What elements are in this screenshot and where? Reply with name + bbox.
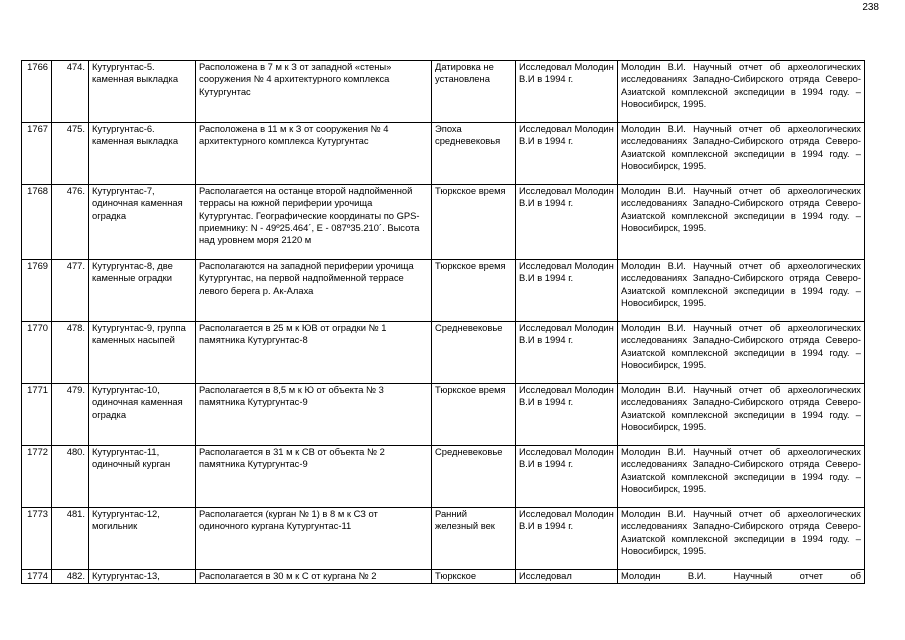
reference-end-text: Новосибирск, 1995. [621,482,707,494]
research-cell: Исследовал Молодин В.И в 1994 г. [516,446,618,508]
site-name-cell: Кутургунтас-7, одиночная каменная оградка [89,185,196,260]
reference-end-text: Новосибирск, 1995. [621,296,707,308]
row-number-cell: 1768 [22,185,52,260]
location-cell: Располагается в 31 м к СВ от объекта № 2 памятника Кутургунтас-9 [196,446,432,508]
table-body [22,61,865,584]
reference-end-text: Новосибирск, 1995. [621,159,707,171]
page-number: 238 [862,2,879,13]
row-number-cell: 1766 [22,61,52,123]
row-number-cell: 1767 [22,123,52,185]
reference-cell [618,123,865,185]
reference-end-text: Новосибирск, 1995. [621,544,707,556]
site-name-cell: Кутургунтас-5. каменная выкладка [89,61,196,123]
reference-end-text: Новосибирск, 1995. [621,358,707,370]
item-index-cell: 475. [52,123,89,185]
research-cell: Исследовал Молодин В.И в 1994 г. [516,508,618,570]
site-name-cell: Кутургунтас-11, одиночный курган [89,446,196,508]
reference-end-text: Новосибирск, 1995. [621,221,707,233]
reference-cell [618,508,865,570]
site-name-cell: Кутургунтас-9, группа каменных насыпей [89,322,196,384]
item-index-cell: 480. [52,446,89,508]
reference-text: Молодин В.И. Научный отчет об археологических исследованиях Западно-Сибирского отряда Северо-Азиатской комплексной экспедиции в 1994 году. – [621,185,861,221]
reference-text: Молодин В.И. Научный отчет об археологических исследованиях Западно-Сибирского отряда Северо-Азиатской комплексной экспедиции в 1994 году. – [621,123,861,159]
dating-cell: Тюркское время [432,185,516,260]
research-cell: Исследовал Молодин В.И в 1994 г. [516,123,618,185]
location-cell: Располагается (курган № 1) в 8 м к СЗ от одиночного кургана Кутургунтас-11 [196,508,432,570]
reference-text: Молодин В.И. Научный отчет об археологических исследованиях Западно-Сибирского отряда Северо-Азиатской комплексной экспедиции в 1994 году. – [621,446,861,482]
research-cell: Исследовал Молодин В.И в 1994 г. [516,260,618,322]
reference-end-text: Новосибирск, 1995. [621,97,707,109]
dating-cell: Эпоха средневековья [432,123,516,185]
item-index-cell: 481. [52,508,89,570]
reference-cell [618,384,865,446]
site-name-cell: Кутургунтас-13, [89,570,196,584]
registry-table [21,60,865,584]
dating-cell: Тюркское время [432,260,516,322]
dating-cell: Тюркское время [432,384,516,446]
dating-cell: Тюркское [432,570,516,584]
research-cell: Исследовал Молодин В.И в 1994 г. [516,384,618,446]
row-number-cell: 1772 [22,446,52,508]
dating-cell: Ранний железный век [432,508,516,570]
site-name-cell: Кутургунтас-6. каменная выкладка [89,123,196,185]
reference-text: Молодин В.И. Научный отчет об [621,570,861,581]
row-number-cell: 1771 [22,384,52,446]
item-index-cell: 474. [52,61,89,123]
reference-cell [618,185,865,260]
location-cell: Расположена в 7 м к З от западной «стены» сооружения № 4 архитектурного комплекса Кутургунтас [196,61,432,123]
dating-cell: Средневековье [432,446,516,508]
dating-cell: Датировка не установлена [432,61,516,123]
table-row [22,508,865,570]
site-name-cell: Кутургунтас-10, одиночная каменная оградка [89,384,196,446]
row-number-cell: 1770 [22,322,52,384]
item-index-cell: 478. [52,322,89,384]
location-cell: Располагается в 30 м к С от кургана № 2 [196,570,432,584]
site-name-cell: Кутургунтас-12, могильник [89,508,196,570]
location-cell: Располагаются на западной периферии урочища Кутургунтас, на первой надпойменной террасе левого берега р. Ак-Алаха [196,260,432,322]
table-row [22,384,865,446]
reference-text: Молодин В.И. Научный отчет об археологических исследованиях Западно-Сибирского отряда Северо-Азиатской комплексной экспедиции в 1994 году. – [621,61,861,97]
research-cell: Исследовал Молодин В.И в 1994 г. [516,185,618,260]
item-index-cell: 482. [52,570,89,584]
reference-cell [618,446,865,508]
table-row [22,570,865,584]
dating-cell: Средневековье [432,322,516,384]
table-row [22,185,865,260]
location-cell: Располагается в 25 м к ЮВ от оградки № 1 памятника Кутургунтас-8 [196,322,432,384]
table-row [22,446,865,508]
row-number-cell: 1769 [22,260,52,322]
research-cell: Исследовал [516,570,618,584]
reference-text: Молодин В.И. Научный отчет об археологических исследованиях Западно-Сибирского отряда Северо-Азиатской комплексной экспедиции в 1994 году. – [621,260,861,296]
table-row [22,322,865,384]
location-cell: Располагается в 8,5 м к Ю от объекта № 3 памятника Кутургунтас-9 [196,384,432,446]
row-number-cell: 1774 [22,570,52,584]
research-cell: Исследовал Молодин В.И в 1994 г. [516,61,618,123]
table-row [22,61,865,123]
reference-cell [618,260,865,322]
reference-cell [618,61,865,123]
reference-text: Молодин В.И. Научный отчет об археологических исследованиях Западно-Сибирского отряда Северо-Азиатской комплексной экспедиции в 1994 году. – [621,384,861,420]
row-number-cell: 1773 [22,508,52,570]
reference-cell [618,322,865,384]
reference-text: Молодин В.И. Научный отчет об археологических исследованиях Западно-Сибирского отряда Северо-Азиатской комплексной экспедиции в 1994 году. – [621,322,861,358]
location-cell: Расположена в 11 м к З от сооружения № 4 архитектурного комплекса Кутургунтас [196,123,432,185]
table-row [22,123,865,185]
item-index-cell: 479. [52,384,89,446]
location-cell: Располагается на останце второй надпойменной террасы на южной периферии урочища Кутургунтас. Географические координаты по GPS-приемнику: N - 49º25.464´, E - 087º35.210´. Высота над уровнем моря 2120 м [196,185,432,260]
table-row [22,260,865,322]
reference-text: Молодин В.И. Научный отчет об археологических исследованиях Западно-Сибирского отряда Северо-Азиатской комплексной экспедиции в 1994 году. – [621,508,861,544]
research-cell: Исследовал Молодин В.И в 1994 г. [516,322,618,384]
item-index-cell: 476. [52,185,89,260]
item-index-cell: 477. [52,260,89,322]
reference-cell [618,570,865,584]
reference-end-text: Новосибирск, 1995. [621,420,707,432]
site-name-cell: Кутургунтас-8, две каменные оградки [89,260,196,322]
